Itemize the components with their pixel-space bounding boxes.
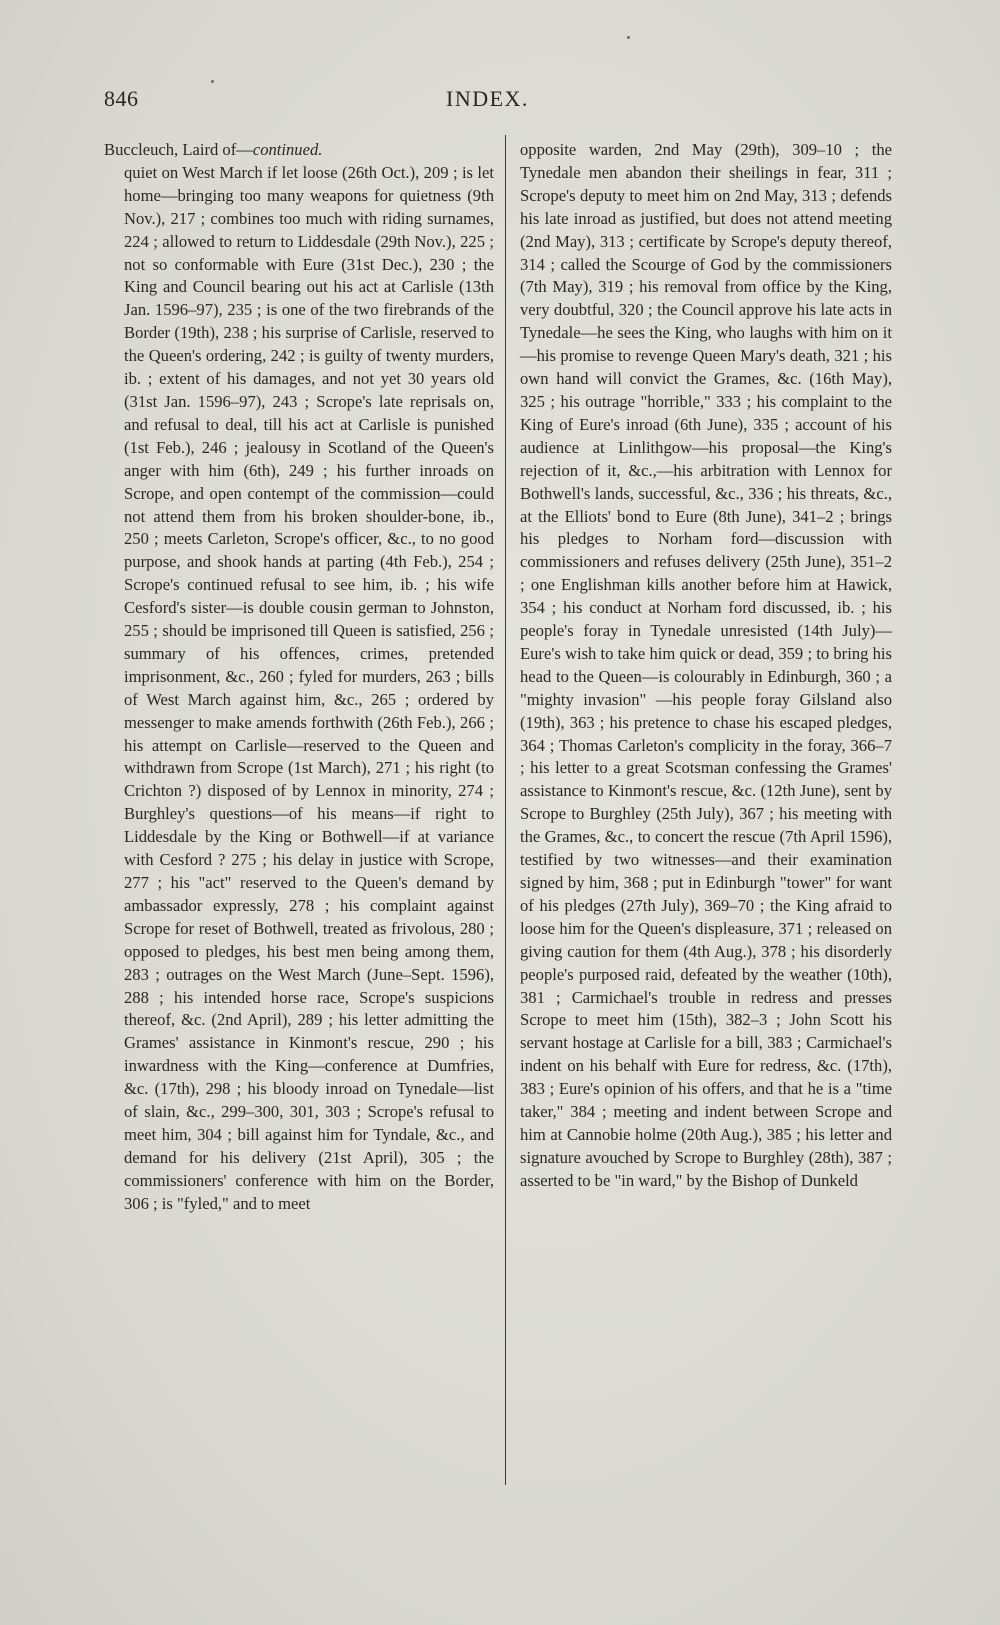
entry-heading-continued: continued. (252, 140, 323, 159)
page-number: 846 (104, 86, 139, 111)
print-speck (211, 80, 214, 83)
left-column (104, 139, 494, 1216)
right-column-text: opposite warden, 2nd May (29th), 309–10 ; the Tynedale men abandon their sheilings in fear, 311 ; Scrope's deputy to meet him on 2nd May, 313 ; defends his late inroad as justified, but does not attend meeting (2nd May), 313 ; certificate by Scrope's deputy thereof, 314 ; called the Scourge of God by the commissioners (7th May), 319 ; his removal from office by the King, very doubtful, 320 ; the Council approve his late acts in Tynedale—he sees the King, who laughs with him on it—his promise to revenge Queen Mary's death, 321 ; his own hand will convict the Grames, &c. (16th May), 325 ; his outrage "horrible," 333 ; his complaint to the King of Eure's inroad (6th June), 335 ; account of his audience at Linlithgow—his proposal—the King's rejection of it, &c.,—his arbitration with Lennox for Bothwell's lands, successful, &c., 336 ; his threats, &c., at the Elliots' bond to Eure (8th June), 341–2 ; brings his pledges to Norham ford—discussion with commissioners and refuses delivery (25th June), 351–2 ; one Englishman kills another before him at Hawick, 354 ; his conduct at Norham ford discussed, ib. ; his people's foray in Tynedale unresisted (14th July)—Eure's wish to take him quick or dead, 359 ; to bring his head to the Queen—is colourably in Edinburgh, 360 ; a "mighty invasion" —his people foray Gilsland also (19th), 363 ; his pretence to chase his escaped pledges, 364 ; Thomas Carleton's complicity in the foray, 366–7 ; his letter to a great Scotsman confessing the Grames' assistance to Kinmont's rescue, &c. (12th June), sent by Scrope to Burghley (25th July), 367 ; his meeting with the Grames, &c., to concert the rescue (7th April 1596), testified by two witnesses—and their examination signed by him, 368 ; put in Edinburgh "tower" for want of his pledges (27th July), 369–70 ; the King afraid to loose him for the Queen's displeasure, 371 ; released on giving caution for them (4th Aug.), 378 ; his disorderly people's purposed raid, defeated by the weather (10th), 381 ; Carmichael's trouble in redress and presses Scrope to meet him (15th), 382–3 ; John Scott his servant hostage at Carlisle for a bill, 383 ; Carmichael's indent on his behalf with Eure for redress, &c. (17th), 383 ; Eure's opinion of his offers, and that he is a "time taker," 384 ; meeting and indent between Scrope and him at Cannobie holme (20th Aug.), 385 ; his letter and signature avouched by Scrope to Burghley (28th), 387 ; asserted to be "in ward," by the Bishop of Dunkeld (520, 140, 892, 1190)
column-divider (505, 135, 506, 1485)
running-head (104, 86, 890, 122)
entry-heading-name: Buccleuch, Laird of— (104, 140, 253, 159)
print-speck (627, 36, 630, 39)
right-column (520, 139, 892, 1193)
page-title: INDEX. (446, 86, 529, 111)
entry-heading (104, 139, 494, 162)
left-column-text: quiet on West March if let loose (26th Oct.), 209 ; is let home—bringing too many weapons for quietness (9th Nov.), 217 ; combines too much with riding surnames, 224 ; allowed to return to Liddesdale (29th Nov.), 225 ; not so conformable with Eure (31st Dec.), 230 ; the King and Council bearing out his act at Carlisle (13th Jan. 1596–97), 235 ; is one of the two firebrands of the Border (19th), 238 ; his surprise of Carlisle, reserved to the Queen's ordering, 242 ; is guilty of twenty murders, ib. ; extent of his damages, and not yet 30 years old (31st Jan. 1596–97), 243 ; Scrope's late reprisals on, and refusal to deal, till his act at Carlisle is punished (1st Feb.), 246 ; jealousy in Scotland of the Queen's anger with him (6th), 249 ; his further inroads on Scrope, and open contempt of the commission—could not attend them from his broken shoulder-bone, ib., 250 ; meets Carleton, Scrope's officer, &c., to no good purpose, and shook hands at parting (4th Feb.), 254 ; Scrope's continued refusal to see him, ib. ; his wife Cesford's sister—is double cousin german to Johnston, 255 ; should be imprisoned till Queen is satisfied, 256 ; summary of his offences, crimes, pretended imprisonment, &c., 260 ; fyled for murders, 263 ; bills of West March against him, &c., 265 ; ordered by messenger to make amends forthwith (26th Feb.), 266 ; his attempt on Carlisle—reserved to the Queen and withdrawn from Scrope (1st March), 271 ; his right (to Crichton ?) disposed of by Lennox in minority, 274 ; Burghley's questions—of his means—if right to Liddesdale by the King or Bothwell—if at variance with Cesford ? 275 ; his delay in justice with Scrope, 277 ; his "act" reserved to the Queen's demand by ambassador expressly, 278 ; his complaint against Scrope for reset of Bothwell, treated as frivolous, 280 ; opposed to pledges, his best men being among them, 283 ; outrages on the West March (June–Sept. 1596), 288 ; his intended horse race, Scrope's suspicions thereof, &c. (2nd April), 289 ; his letter admitting the Grames' assistance in Kinmont's rescue, 290 ; his inwardness with the King—conference at Dumfries, &c. (17th), 298 ; his bloody inroad on Tynedale—list of slain, &c., 299–300, 301, 303 ; Scrope's refusal to meet him, 304 ; bill against him for Tyndale, &c., and demand for his delivery (21st April), 305 ; the commissioners' conference with him on the Border, 306 ; is "fyled," and to meet (124, 162, 494, 1213)
